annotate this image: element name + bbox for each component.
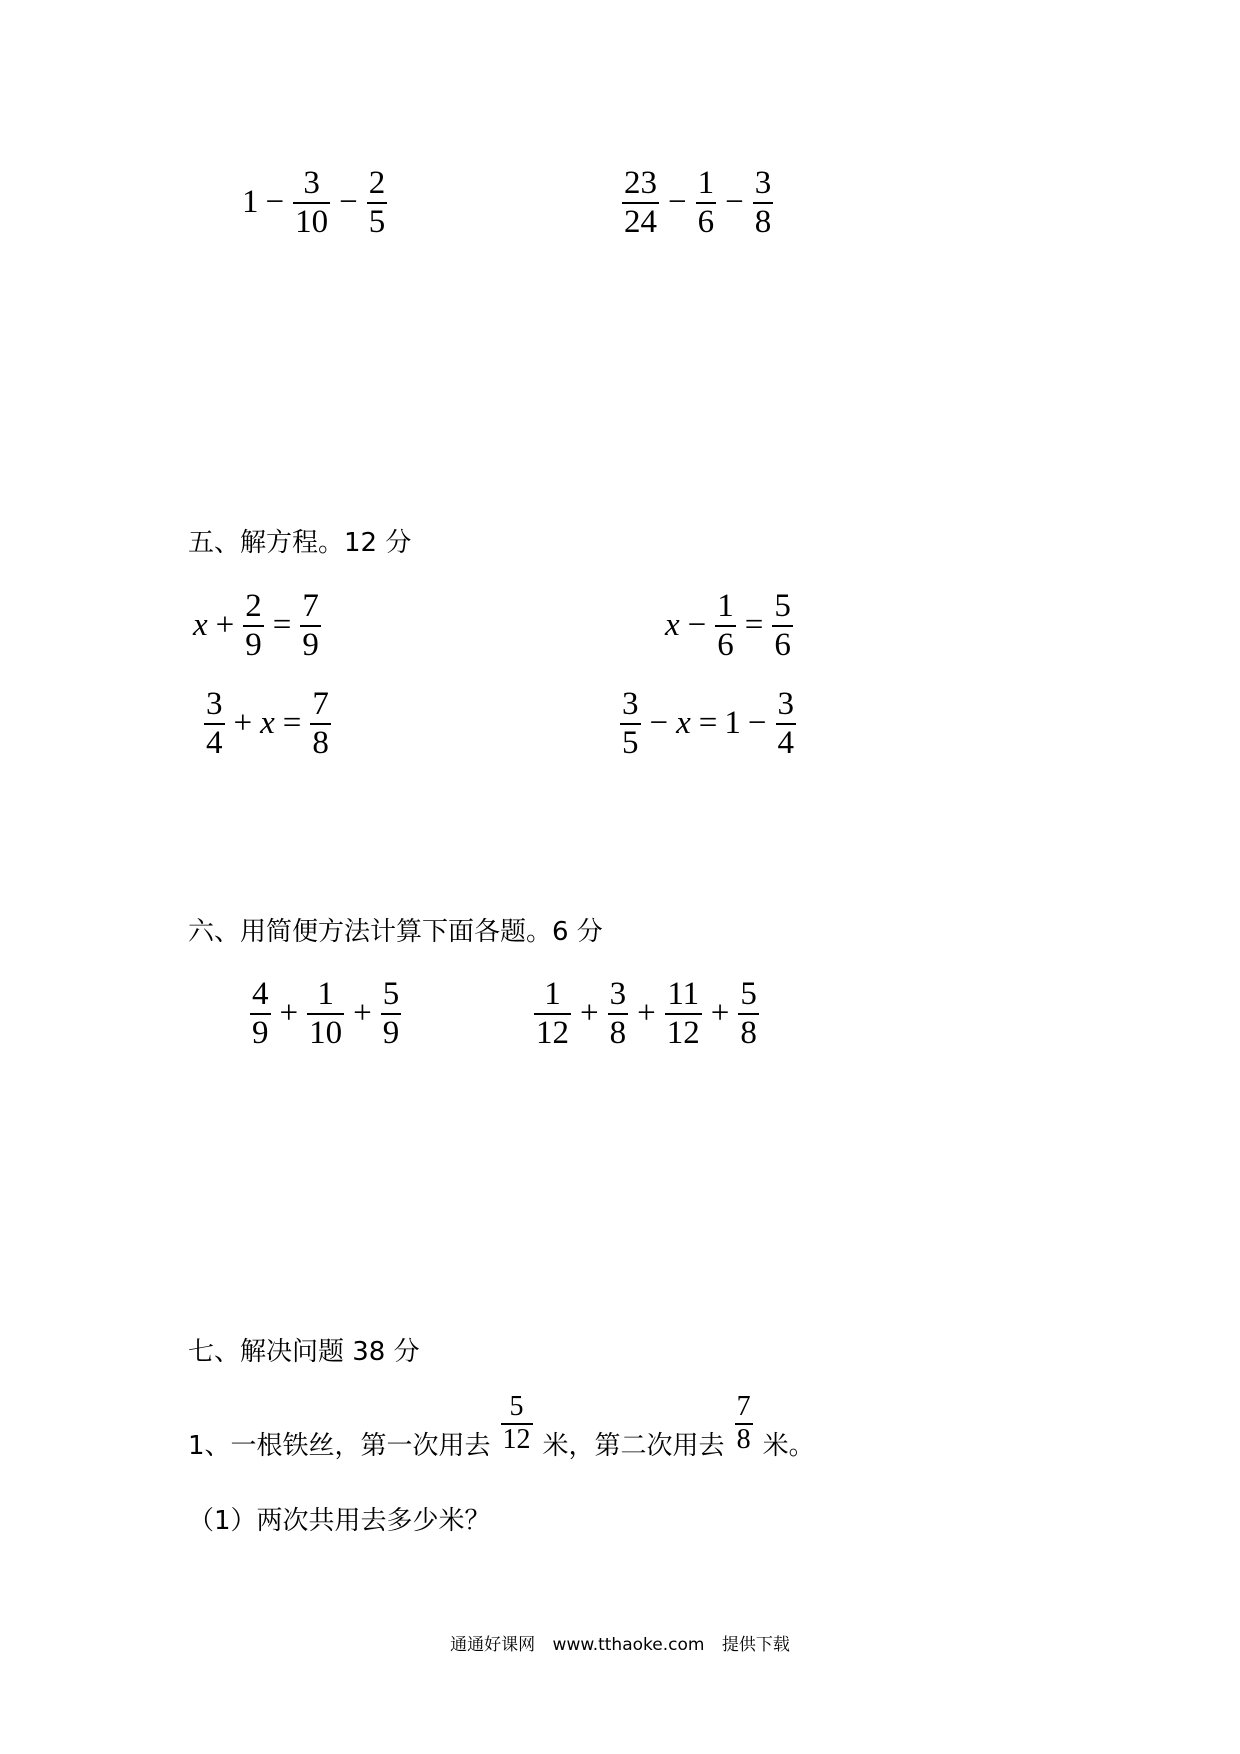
numerator: 1 — [317, 976, 334, 1012]
expression-23-24-minus-1-6-minus-3-8 — [618, 165, 777, 241]
simplify-expression-2 — [530, 976, 763, 1052]
plus-sign: + — [580, 995, 599, 1032]
denominator: 9 — [245, 626, 262, 663]
problem-text-part-a: 1、一根铁丝，第一次用去 — [188, 1431, 491, 1462]
equation-2 — [662, 588, 797, 664]
plus-sign: + — [279, 995, 299, 1032]
fraction — [696, 165, 717, 241]
problem-text-part-c: 米。 — [762, 1431, 815, 1462]
fraction — [307, 976, 344, 1052]
numerator: 3 — [303, 165, 320, 201]
denominator: 8 — [736, 1423, 751, 1455]
plus-sign: + — [215, 607, 235, 644]
numerator: 3 — [206, 686, 223, 722]
problem-1-subquestion-1: （1）两次共用去多少米？ — [188, 1506, 491, 1536]
denominator: 8 — [754, 203, 772, 240]
numerator: 4 — [252, 976, 269, 1012]
plus-sign: + — [637, 995, 656, 1032]
fraction — [204, 686, 225, 762]
fraction — [250, 976, 271, 1052]
numerator: 11 — [667, 976, 700, 1012]
fraction — [715, 588, 736, 664]
equation-3 — [200, 686, 335, 762]
numerator: 3 — [609, 976, 627, 1012]
numerator: 7 — [736, 1391, 751, 1422]
fraction — [665, 976, 702, 1052]
plus-sign: + — [233, 705, 253, 742]
numerator: 23 — [624, 165, 657, 201]
fraction — [753, 165, 774, 241]
denominator: 12 — [536, 1014, 569, 1051]
denominator: 9 — [252, 1014, 269, 1051]
denominator: 9 — [382, 1014, 400, 1051]
plus-sign: + — [353, 995, 372, 1032]
denominator: 12 — [502, 1423, 531, 1455]
numerator: 5 — [382, 976, 400, 1012]
numerator: 1 — [544, 976, 561, 1012]
denominator: 24 — [624, 203, 657, 240]
equation-1 — [190, 588, 325, 664]
footer-url[interactable]: www.tthaoke.com — [552, 1635, 705, 1655]
minus-sign: − — [725, 184, 744, 221]
fraction — [735, 1392, 753, 1456]
numerator: 7 — [302, 588, 319, 624]
minus-sign: − — [649, 705, 669, 742]
footer-site-name: 通通好课网 — [450, 1635, 536, 1655]
numerator: 5 — [740, 976, 757, 1012]
equation-4 — [616, 686, 800, 762]
minus-sign: − — [687, 607, 707, 644]
fraction — [776, 686, 797, 762]
numerator: 7 — [312, 686, 329, 722]
equals-sign: = — [282, 705, 302, 742]
denominator: 8 — [740, 1014, 757, 1051]
numerator: 3 — [622, 686, 639, 722]
variable-x: x — [260, 705, 275, 742]
minus-sign: − — [339, 184, 358, 221]
numerator: 5 — [509, 1391, 524, 1422]
minus-sign: − — [747, 705, 767, 742]
fraction — [608, 976, 629, 1052]
fraction — [622, 165, 659, 241]
denominator: 5 — [368, 203, 386, 240]
section-5-title: 五、解方程。12 分 — [188, 528, 412, 558]
variable-x: x — [665, 607, 680, 644]
fraction — [534, 976, 571, 1052]
denominator: 9 — [302, 626, 319, 663]
denominator: 6 — [774, 626, 791, 663]
fraction — [738, 976, 759, 1052]
fraction — [367, 165, 388, 241]
numerator: 3 — [777, 686, 795, 722]
fraction — [501, 1392, 533, 1456]
denominator: 6 — [717, 626, 734, 663]
fraction — [300, 588, 321, 664]
denominator: 8 — [312, 724, 329, 761]
plus-sign: + — [710, 995, 730, 1032]
denominator: 4 — [777, 724, 795, 761]
equals-sign: = — [744, 607, 764, 644]
variable-x: x — [676, 705, 691, 742]
fraction — [293, 165, 330, 241]
denominator: 10 — [309, 1014, 343, 1051]
numerator: 2 — [245, 588, 262, 624]
numerator: 5 — [774, 588, 791, 624]
section-6-title: 六、用简便方法计算下面各题。6 分 — [188, 917, 603, 947]
whole-number: 1 — [724, 705, 741, 742]
problem-text-part-b: 米，第二次用去 — [542, 1431, 725, 1462]
fraction — [310, 686, 331, 762]
denominator: 12 — [666, 1014, 700, 1051]
footer-suffix: 提供下载 — [721, 1635, 790, 1655]
equals-sign: = — [698, 705, 718, 742]
variable-x: x — [193, 607, 208, 644]
denominator: 5 — [622, 724, 639, 761]
minus-sign: − — [265, 184, 285, 221]
whole-number: 1 — [242, 184, 259, 221]
section-7-title: 七、解决问题 38 分 — [188, 1337, 420, 1367]
page-footer — [0, 1630, 1240, 1655]
numerator: 1 — [717, 588, 734, 624]
denominator: 8 — [609, 1014, 627, 1051]
minus-sign: − — [668, 184, 687, 221]
fraction — [772, 588, 793, 664]
numerator: 1 — [697, 165, 715, 201]
denominator: 4 — [206, 724, 223, 761]
fraction — [243, 588, 264, 664]
numerator: 2 — [368, 165, 386, 201]
simplify-expression-1 — [246, 976, 405, 1052]
problem-1-statement — [188, 1391, 815, 1476]
fraction — [620, 686, 641, 762]
numerator: 3 — [754, 165, 772, 201]
fraction — [381, 976, 402, 1052]
denominator: 10 — [295, 203, 329, 240]
denominator: 6 — [697, 203, 715, 240]
expression-1-minus-3-10-minus-2-5 — [240, 165, 391, 241]
equals-sign: = — [272, 607, 292, 644]
